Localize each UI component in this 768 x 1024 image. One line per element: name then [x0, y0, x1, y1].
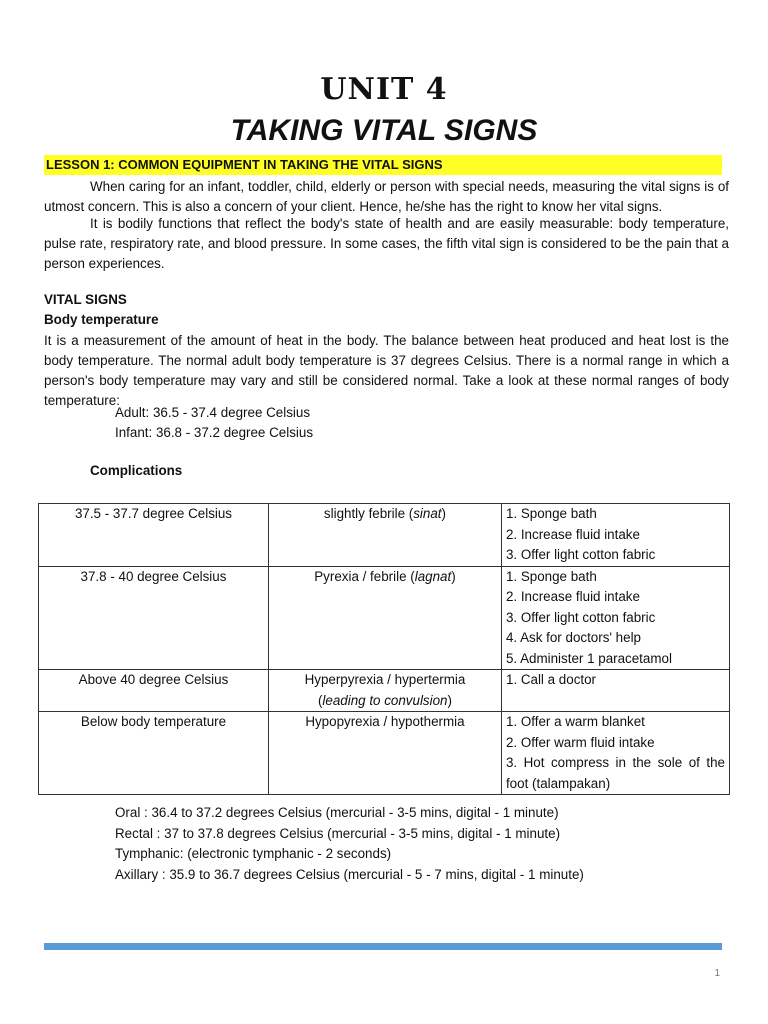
vital-signs-heading: VITAL SIGNS — [44, 292, 127, 307]
tymphanic-measurement: Tymphanic: (electronic tymphanic - 2 seconds) — [115, 846, 392, 861]
body-temperature-paragraph: It is a measurement of the amount of heat in the body. The balance between heat produced and heat lost is the body temperature. The normal adult body temperature is 37 degrees Celsius. There is a normal range in which a person's body temperature may vary and still be considered normal. Take a look at these normal ranges of body temperature: — [44, 333, 729, 408]
condition-local-term: lagnat — [414, 568, 452, 584]
action-item: 2. Increase fluid intake — [505, 526, 640, 542]
action-item: 1. Sponge bath — [505, 568, 597, 584]
table-row — [39, 712, 730, 795]
action-item: 2. Offer warm fluid intake — [505, 734, 655, 750]
condition-cell: slightly febrile (sinat) — [268, 504, 501, 567]
infant-range: Infant: 36.8 - 37.2 degree Celsius — [115, 425, 314, 440]
condition-note: leading to convulsion — [322, 692, 448, 708]
temperature-range-cell: 37.8 - 40 degree Celsius — [39, 566, 269, 670]
page-title: TAKING VITAL SIGNS — [230, 114, 538, 147]
action-item: 3. Offer light cotton fabric — [505, 609, 656, 625]
table-row — [39, 504, 730, 567]
action-item: 5. Administer 1 paracetamol — [505, 650, 672, 666]
footer-divider — [44, 943, 722, 950]
unit-title: UNIT 4 — [320, 72, 448, 107]
page-number: 1 — [714, 968, 720, 979]
actions-cell — [501, 670, 729, 712]
action-item: 1. Offer a warm blanket — [505, 714, 645, 729]
action-item: 3. Offer light cotton fabric — [505, 547, 656, 562]
condition-cell: Hyperpyrexia / hypertermia (leading to convulsion) — [268, 670, 501, 712]
measurement-notes — [115, 803, 584, 885]
action-item: 2. Increase fluid intake — [505, 589, 640, 604]
temperature-range-cell: Above 40 degree Celsius — [39, 670, 269, 712]
body-temperature-heading: Body temperature — [44, 312, 159, 327]
axillary-measurement: Axillary : 35.9 to 36.7 degrees Celsius (mercurial - 5 - 7 mins, digital - 1 minute) — [115, 866, 584, 882]
actions-cell — [501, 566, 729, 670]
adult-range: Adult: 36.5 - 37.4 degree Celsius — [115, 405, 311, 420]
complications-heading: Complications — [90, 463, 183, 478]
table-row — [39, 670, 730, 712]
condition-local-term: sinat — [413, 506, 442, 521]
actions-cell — [501, 712, 729, 795]
actions-cell — [501, 504, 729, 567]
table-row — [39, 566, 730, 670]
rectal-measurement: Rectal : 37 to 37.8 degrees Celsius (mercurial - 3-5 mins, digital - 1 minute) — [115, 825, 561, 841]
condition-cell: Hypopyrexia / hypothermia — [268, 712, 501, 795]
oral-measurement: Oral : 36.4 to 37.2 degrees Celsius (mercurial - 3-5 mins, digital - 1 minute) — [115, 805, 559, 820]
action-item: 1. Call a doctor — [505, 672, 597, 687]
intro-paragraph-1: When caring for an infant, toddler, child, elderly or person with special needs, measuring the vital signs is of utmost concern. This is also a concern of your client. Hence, he/she has the right to know her vital signs. — [44, 179, 729, 214]
intro-paragraph-2: It is bodily functions that reflect the body's state of health and are easily measurable: body temperature, pulse rate, respiratory rate, and blood pressure. In some cases, the fifth vital sign is considered to be the pain that a person experiences. — [44, 216, 729, 271]
lesson-heading: LESSON 1: COMMON EQUIPMENT IN TAKING THE VITAL SIGNS — [44, 155, 722, 175]
condition-cell: Pyrexia / febrile (lagnat) — [268, 566, 501, 670]
temperature-range-cell: Below body temperature — [39, 712, 269, 795]
action-item: 3. Hot compress in the sole of the foot (talampakan) — [505, 755, 725, 791]
action-item: 1. Sponge bath — [505, 506, 597, 521]
temperature-range-cell: 37.5 - 37.7 degree Celsius — [39, 504, 269, 567]
action-item: 4. Ask for doctors' help — [505, 630, 641, 645]
complications-table — [38, 503, 730, 795]
